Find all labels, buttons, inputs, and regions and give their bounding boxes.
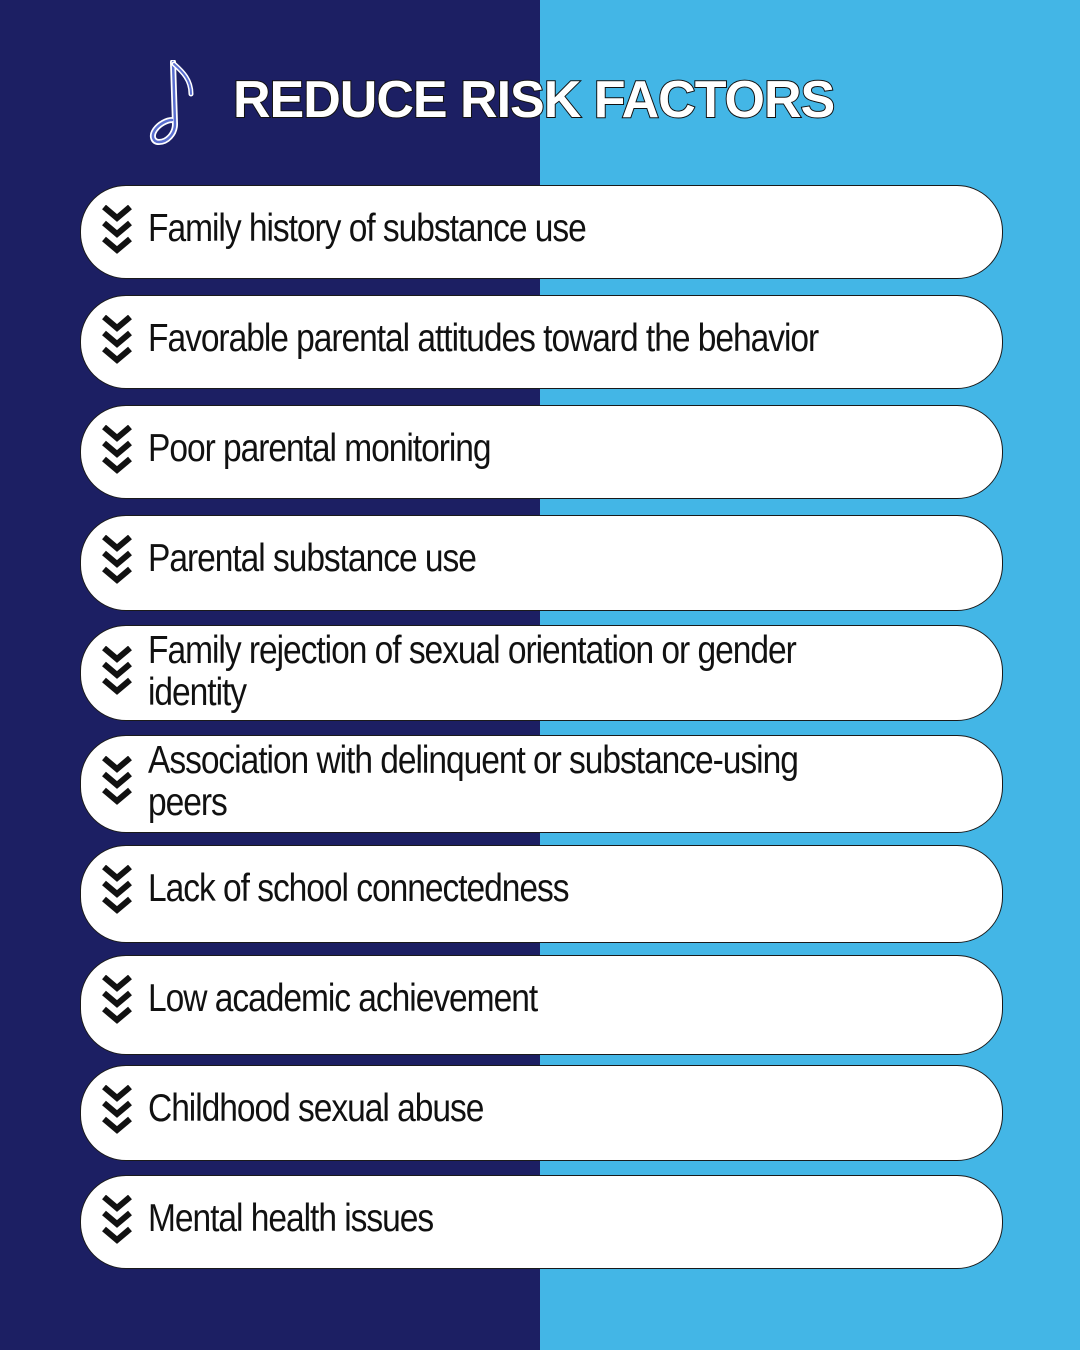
triple-chevron-down-icon	[101, 535, 133, 587]
list-item-label	[148, 1197, 831, 1241]
triple-chevron-down-icon	[101, 865, 133, 917]
triple-chevron-down-icon	[101, 756, 133, 808]
list-item	[80, 405, 1003, 499]
list-item	[80, 735, 1003, 833]
triple-chevron-down-icon	[101, 205, 133, 257]
list-item	[80, 515, 1003, 611]
list-item-line: peers	[148, 781, 227, 824]
list-item-line: identity	[148, 671, 247, 714]
list-item-label	[148, 630, 831, 714]
list-item	[80, 1175, 1003, 1269]
triple-chevron-down-icon	[101, 1085, 133, 1137]
list-item	[80, 955, 1003, 1055]
list-item	[80, 295, 1003, 389]
list-item	[80, 845, 1003, 943]
list-item-line: Childhood sexual abuse	[148, 1087, 484, 1130]
list-item-label	[148, 977, 831, 1021]
page-title: REDUCE RISK FACTORS	[233, 71, 835, 129]
list-item-line: Poor parental monitoring	[148, 427, 491, 470]
list-item-line: Family history of substance use	[148, 207, 586, 250]
list-item-label	[148, 317, 831, 361]
list-item-line: Mental health issues	[148, 1197, 434, 1240]
list-item-label	[148, 537, 831, 581]
list-item-label	[148, 1087, 831, 1131]
triple-chevron-down-icon	[101, 646, 133, 698]
list-item-line: Favorable parental attitudes toward the behavior	[148, 317, 819, 360]
triple-chevron-down-icon	[101, 1195, 133, 1247]
list-item-label	[148, 207, 831, 251]
list-item-line: Family rejection of sexual orientation or gender	[148, 629, 796, 672]
list-item	[80, 1065, 1003, 1161]
list-item-line: Low academic achievement	[148, 977, 538, 1020]
list-item-label	[148, 740, 831, 824]
triple-chevron-down-icon	[101, 315, 133, 367]
triple-chevron-down-icon	[101, 425, 133, 477]
list-item	[80, 625, 1003, 721]
list-item-label	[148, 427, 831, 471]
list-item-line: Lack of school connectedness	[148, 867, 569, 910]
list-item-line: Association with delinquent or substance-using	[148, 739, 798, 782]
header	[145, 58, 945, 148]
music-note-icon	[145, 60, 205, 146]
list-item-line: Parental substance use	[148, 537, 476, 580]
triple-chevron-down-icon	[101, 975, 133, 1027]
list-item	[80, 185, 1003, 279]
list-item-label	[148, 867, 831, 911]
